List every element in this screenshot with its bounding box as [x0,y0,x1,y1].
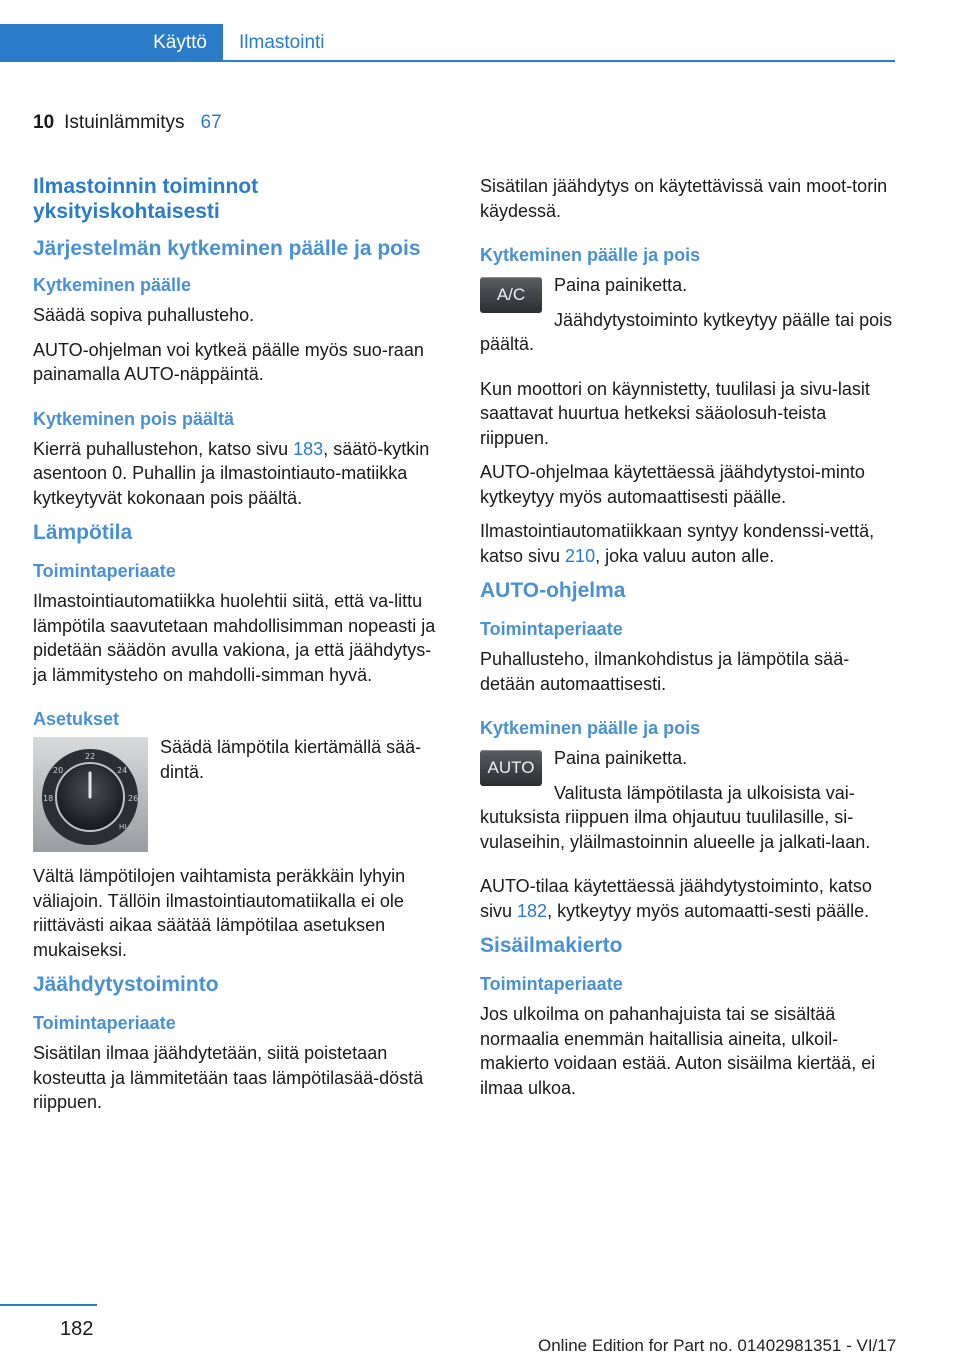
paragraph: Kun moottori on käynnistetty, tuulilasi ja sivu-lasit saattavat huurtua hetkeksi sääolosuh-teista riippuen. [480,378,870,448]
section-number: 10 [33,112,55,133]
paragraph: Paina painiketta. [554,748,688,768]
paragraph: Valitusta lämpötilasta ja ulkoisista vai-kutuksista riippuen ilma ohjautuu tuulilasille, si-vulaseihin, yläilmastoinnin alueelle ja jalkati-laan. [480,782,871,852]
subheading-toimintaperiaate: Toimintaperiaate [480,974,623,994]
auto-button-row [480,746,896,864]
subheading-kytkeminen-paalle-ja-pois: Kytkeminen päälle ja pois [480,245,701,265]
section-page-link[interactable]: 67 [200,112,222,133]
page-link-183[interactable]: 183 [293,438,324,459]
paragraph: Sisätilan jäähdytys on käytettävissä vain moot-torin käydessä. [480,176,888,221]
knob-row [33,737,448,860]
subheading-toimintaperiaate: Toimintaperiaate [33,561,176,581]
subheading-kytkeminen-paalle: Kytkeminen päälle [33,275,192,295]
paragraph: Sisätilan ilmaa jäähdytetään, siitä poistetaan kosteutta ja lämmitetään taas lämpötilasää-döstä riippuen. [33,1043,424,1112]
heading-jaahdytystoiminto: Jäähdytystoiminto [33,973,219,996]
knob-label: 24 [117,766,128,775]
paragraph: Jos ulkoilma on pahanhajuista tai se sisältää normaalia enemmän haitallisia aineita, ulkoil-makierto voidaan estää. Auton sisäilma kiertää, ei ilmaa ulkoa. [480,1004,876,1098]
heading-sisailmakierto: Sisäilmakierto [480,934,623,957]
page-number: 182 [60,1318,94,1340]
subheading-kytkeminen-pois: Kytkeminen pois päältä [33,408,235,429]
knob-label: 22 [85,752,96,761]
heading-lampotila: Lämpötila [33,521,133,544]
subheading-toimintaperiaate: Toimintaperiaate [480,619,623,639]
edition-note: Online Edition for Part no. 01402981351 - VI/17 [538,1336,897,1355]
paragraph: Vältä lämpötilojen vaihtamista peräkkäin lyhyin väliajoin. Tällöin ilmastointiautomatiikalla ei ole riittävästi aikaa säätää lämpötilaa asetuksen mukaiseksi. [33,866,406,960]
left-column [33,174,448,1125]
footer-rule [0,1304,97,1306]
paragraph: AUTO-ohjelmaa käytettäessä jäähdytystoi-minto kytkeytyy myös automaattisesti päälle. [480,462,865,507]
paragraph: Paina painiketta. [554,275,688,295]
auto-button-icon: AUTO [480,750,542,786]
header-rule [0,60,895,62]
section-reference [33,112,222,134]
paragraph: Ilmastointiautomatiikkaan syntyy kondenssi-vettä, katso sivu 210, joka valuu auton alle. [480,521,875,566]
paragraph: Kierrä puhallustehon, katso sivu 183, säätö-kytkin asentoon 0. Puhallin ja ilmastointiauto-matiikka kytkeytyvät kokonaan pois päältä. [33,438,430,508]
heading-auto-ohjelma: AUTO-ohjelma [480,579,626,602]
paragraph: Ilmastointiautomatiikka huolehtii siitä, että va-littu lämpötila saavutetaan mahdollisimman nopeasti ja pidetään säädön avulla vakiona, ja että jäähdytys- ja lämmitysteho on mahdolli-simman hyvä. [33,591,436,685]
paragraph: AUTO-ohjelman voi kytkeä päälle myös suo-raan painamalla AUTO-näppäintä. [33,339,424,384]
subheading-asetukset: Asetukset [33,709,120,729]
ac-button-icon: A/C [480,277,542,313]
paragraph: Säädä sopiva puhallusteho. [33,305,255,325]
section-title: Istuinlämmitys [64,112,185,133]
paragraph: AUTO-tilaa käytettäessä jäähdytystoiminto, katso sivu 182, kytkeytyy myös automaatti-sesti päälle. [480,876,872,921]
ac-button-row [480,273,896,367]
heading-kytkeminen: Järjestelmän kytkeminen päälle ja pois [33,237,421,260]
subheading-toimintaperiaate: Toimintaperiaate [33,1013,176,1033]
knob-label: HI [119,823,127,831]
page-link-210[interactable]: 210 [565,545,596,566]
paragraph: Puhallusteho, ilmankohdistus ja lämpötila sää-detään automaattisesti. [480,649,850,694]
paragraph: Jäähdytystoiminto kytkeytyy päälle tai pois päältä. [480,309,893,354]
heading-ilmastoinnin-toiminnot: Ilmastoinnin toiminnot yksityiskohtaisesti [33,175,259,223]
knob-label: 20 [53,766,64,775]
page-link-182[interactable]: 182 [517,900,548,921]
paragraph: Säädä lämpötila kiertämällä sää-dintä. [160,737,422,782]
knob-label: 18 [43,794,54,803]
right-column [480,174,896,1110]
tab-kaytto[interactable]: Käyttö [0,24,223,62]
temperature-knob-icon [33,737,148,852]
subheading-kytkeminen-paalle-ja-pois: Kytkeminen päälle ja pois [480,718,701,738]
knob-label: 26 [128,794,139,803]
tab-ilmastointi[interactable]: Ilmastointi [239,32,325,53]
